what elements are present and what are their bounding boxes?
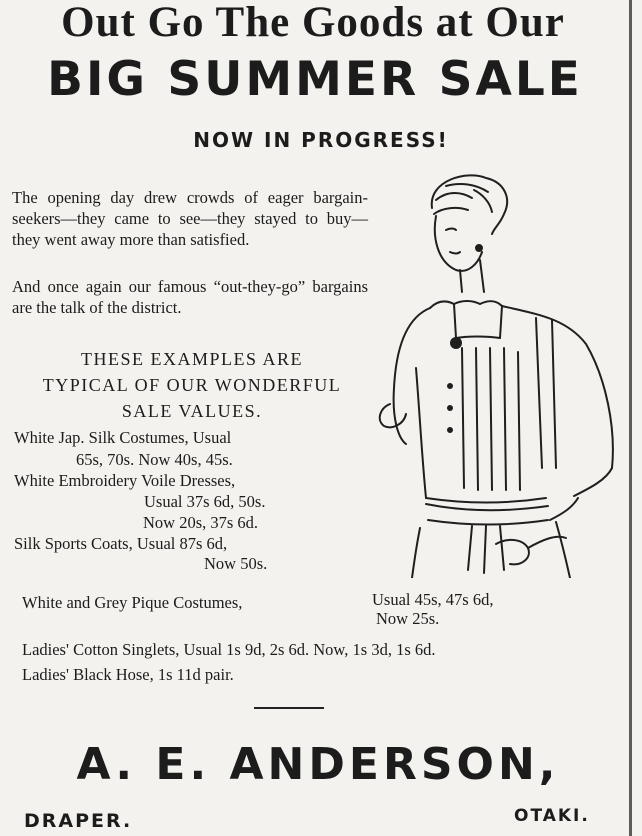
examples-heading-line-2: TYPICAL OF OUR WONDERFUL — [42, 375, 342, 395]
headline-now-in-progress: NOW IN PROGRESS! — [193, 128, 449, 152]
column-rule — [629, 0, 632, 836]
item-silk-costumes-line-1: White Jap. Silk Costumes, Usual — [14, 428, 232, 447]
divider-line — [254, 707, 324, 709]
intro-paragraph-2: And once again our famous “out-they-go” bargains are the talk of the district. — [12, 277, 368, 317]
examples-heading-line-1: THESE EXAMPLES ARE — [80, 349, 303, 369]
item-voile-dresses-line-3: Now 20s, 37s 6d. — [143, 513, 259, 532]
item-sports-coats-line-2: Now 50s. — [204, 554, 268, 573]
examples-heading — [10, 346, 374, 424]
item-cotton-singlets: Ladies' Cotton Singlets, Usual 1s 9d, 2s 6d. Now, 1s 3d, 1s 6d. — [22, 640, 436, 659]
headline-line-1: Out Go The Goods at Our — [61, 0, 565, 46]
item-sports-coats-line-1: Silk Sports Coats, Usual 87s 6d, — [14, 534, 228, 553]
item-pique-costumes-now: Now 25s. — [376, 609, 440, 628]
examples-heading-line-3: SALE VALUES. — [121, 401, 263, 421]
item-voile-dresses-line-1: White Embroidery Voile Dresses, — [14, 471, 236, 490]
item-voile-dresses-line-2: Usual 37s 6d, 50s. — [144, 492, 266, 511]
item-pique-costumes-usual: Usual 45s, 47s 6d, — [372, 590, 494, 609]
item-silk-costumes-line-2: 65s, 70s. Now 40s, 45s. — [76, 450, 233, 469]
store-trade: DRAPER. — [24, 810, 133, 832]
item-pique-costumes-name: White and Grey Pique Costumes, — [22, 593, 243, 612]
store-town: OTAKI. — [514, 806, 590, 826]
woman-in-blouse-illustration — [376, 168, 626, 578]
headline-big-summer-sale: BIG SUMMER SALE — [47, 52, 583, 107]
intro-paragraph-1: The opening day drew crowds of eager bargain-seekers—they came to see—they stayed to buy—they went away more than satisfied. — [12, 188, 368, 249]
store-name: A. E. ANDERSON, — [76, 739, 560, 790]
item-black-hose: Ladies' Black Hose, 1s 11d pair. — [22, 665, 234, 684]
